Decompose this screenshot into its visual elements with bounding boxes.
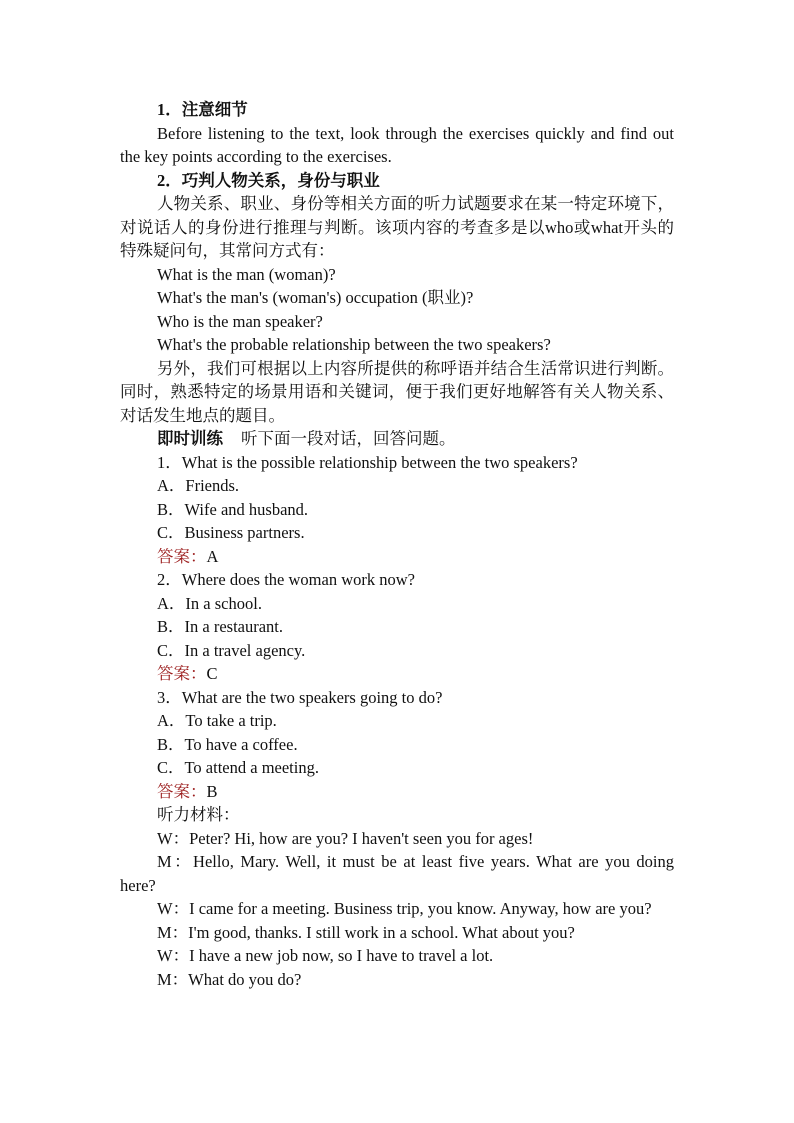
section-2-note: 另外，我们可根据以上内容所提供的称呼语并结合生活常识进行判断。同时，熟悉特定的场景用语和关键词，便于我们更好地解答有关人物关系、对话发生地点的题目。 bbox=[120, 358, 674, 425]
answer-value: B bbox=[206, 781, 218, 801]
question-1-option-b: B．Wife and husband. bbox=[157, 499, 309, 519]
transcript-line-6: M：What do you do? bbox=[157, 969, 302, 989]
answer-label: 答案： bbox=[157, 664, 207, 683]
section-1-title: 1．注意细节 bbox=[157, 100, 248, 119]
question-2-stem: 2．Where does the woman work now? bbox=[157, 570, 415, 589]
transcript-title: 听力材料： bbox=[157, 805, 240, 824]
question-example-1: What is the man (woman)? bbox=[157, 264, 336, 284]
question-1-option-a: A．Friends. bbox=[157, 476, 240, 495]
question-1-option-c: C．Business partners. bbox=[157, 523, 305, 542]
question-2-option-a: A．In a school. bbox=[157, 593, 262, 613]
question-2-option-b: B．In a restaurant. bbox=[157, 617, 283, 636]
practice-instruction: 听下面一段对话，回答问题。 bbox=[241, 429, 456, 448]
question-example-2: What's the man's (woman's) occupation (职业)? bbox=[157, 288, 474, 307]
answer-value: C bbox=[206, 664, 218, 683]
document-body bbox=[120, 98, 674, 991]
answer-value: A bbox=[206, 546, 219, 566]
transcript-line-4: M：I'm good, thanks. I still work in a school. What about you? bbox=[157, 922, 575, 942]
question-3-option-a: A．To take a trip. bbox=[157, 711, 277, 730]
transcript-line-3: W：I came for a meeting. Business trip, you know. Anyway, how are you? bbox=[157, 899, 652, 918]
question-example-4: What's the probable relationship between the two speakers? bbox=[157, 335, 551, 354]
transcript-line-1: W：Peter? Hi, how are you? I haven't seen you for ages! bbox=[157, 828, 534, 848]
section-2-title: 2．巧判人物关系，身份与职业 bbox=[157, 170, 380, 190]
answer-label: 答案： bbox=[157, 781, 207, 801]
section-1-text: Before listening to the text, look through the exercises quickly and find out the key points according to the exercises. bbox=[120, 123, 674, 166]
question-1-answer bbox=[120, 545, 674, 569]
question-example-3: Who is the man speaker? bbox=[157, 311, 323, 331]
transcript-line-2: M：Hello, Mary. Well, it must be at least five years. What are you doing here? bbox=[120, 852, 674, 895]
question-3-option-c: C．To attend a meeting. bbox=[157, 758, 319, 777]
question-1-stem: 1．What is the possible relationship between the two speakers? bbox=[157, 452, 578, 472]
practice-header bbox=[120, 427, 674, 451]
section-2-text: 人物关系、职业、身份等相关方面的听力试题要求在某一特定环境下，对说话人的身份进行推理与判断。该项内容的考查多是以who或what开头的特殊疑问句，其常问方式有： bbox=[120, 194, 674, 260]
question-3-stem: 3．What are the two speakers going to do? bbox=[157, 687, 443, 707]
question-2-answer bbox=[120, 662, 674, 686]
transcript-line-5: W：I have a new job now, so I have to travel a lot. bbox=[157, 946, 494, 965]
question-2-option-c: C．In a travel agency. bbox=[157, 640, 306, 660]
question-3-option-b: B．To have a coffee. bbox=[157, 734, 298, 754]
practice-label: 即时训练 bbox=[157, 429, 223, 448]
answer-label: 答案： bbox=[157, 546, 207, 566]
question-3-answer bbox=[120, 780, 674, 804]
